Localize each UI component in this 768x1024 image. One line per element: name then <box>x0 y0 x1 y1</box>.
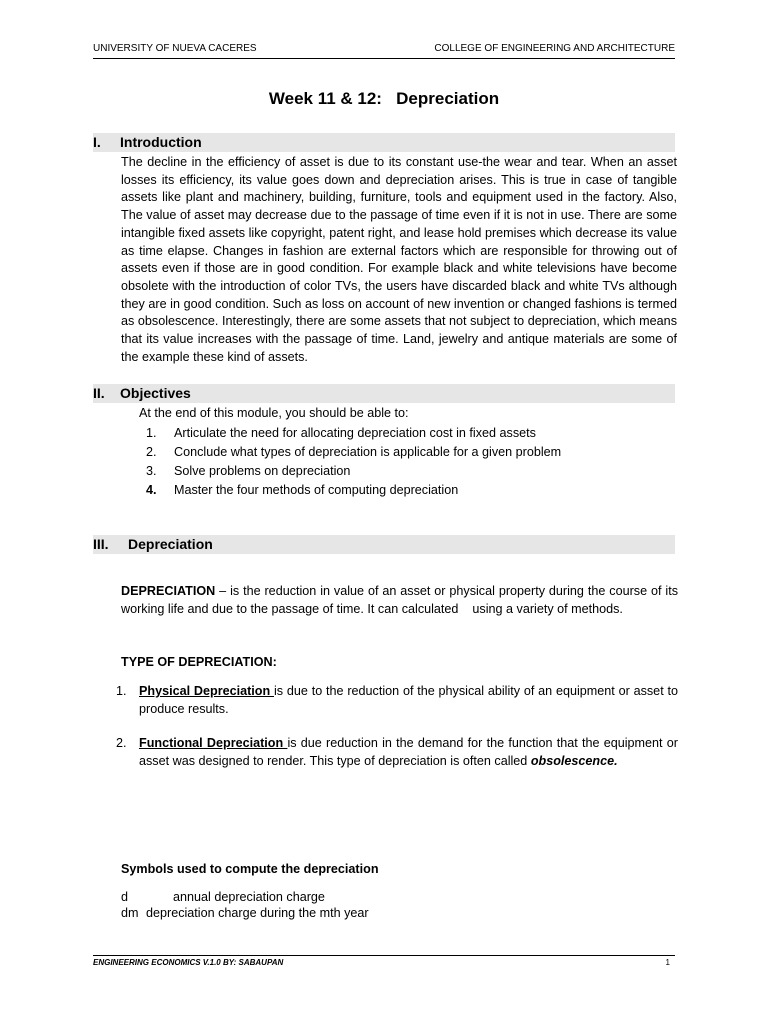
objectives-lead: At the end of this module, you should be able to: <box>139 406 409 420</box>
header-university: UNIVERSITY OF NUEVA CACERES <box>93 43 257 54</box>
footer-credit: ENGINEERING ECONOMICS V.1.0 BY: SABAUPAN <box>93 958 284 967</box>
objectives-list <box>146 424 561 500</box>
symbol-description: annual depreciation charge <box>173 890 325 904</box>
symbol-row <box>121 890 325 904</box>
page-title: Week 11 & 12: Depreciation <box>268 89 500 108</box>
type-term: Physical Depreciation <box>139 684 274 698</box>
header-divider <box>93 58 675 59</box>
introduction-paragraph: The decline in the efficiency of asset is due to its constant use-the wear and tear. When an asset losses its efficiency, its value goes down and depreciation arises. This is true in case of tangible assets like plant and machinery, building, furniture, tools and equipment used in the factory. Also, The value of asset may decrease due to the passage of time even if it is not in use. There are some intangible fixed assets like copyright, patent right, and lease hold premises which decrease its value as time elapse. Changes in fashion are external factors which are responsible for throwing out of assets even if those are in good condition. For example black and white televisions have become obsolete with the introduction of color TVs, the users have discarded black and white TVs although they are in good condition. Such as loss on account of new invention or changed fashions is termed as obsolescence. Interestingly, there are some assets that not subject to depreciation, which means that its value increases with the passage of time. Land, jewelry and antique materials are some of the example these kind of assets. <box>121 155 677 364</box>
emphasis-term: obsolescence. <box>530 754 618 768</box>
type-term: Functional Depreciation <box>139 736 288 750</box>
section-introduction <box>93 133 675 152</box>
symbol: dm <box>121 906 139 920</box>
section-label: Introduction <box>120 134 202 150</box>
section-label: Objectives <box>120 385 191 401</box>
list-item: 1. Articulate the need for allocating depreciation cost in fixed assets <box>146 426 536 440</box>
section-number: II. <box>93 385 105 401</box>
list-item: 2. Conclude what types of depreciation is applicable for a given problem <box>146 445 562 459</box>
section-depreciation <box>93 535 675 554</box>
symbols-heading: Symbols used to compute the depreciation <box>121 862 379 876</box>
section-objectives <box>93 384 675 403</box>
section-number: III. <box>93 536 109 552</box>
symbol-description: depreciation charge during the mth year <box>146 906 369 920</box>
types-heading: TYPE OF DEPRECIATION: <box>121 655 277 669</box>
section-label: Depreciation <box>128 536 213 552</box>
depreciation-definition <box>121 582 682 618</box>
definition-term: DEPRECIATION <box>121 584 216 598</box>
page-number: 1 <box>665 958 670 967</box>
footer-divider <box>93 955 675 956</box>
list-item: 3. Solve problems on depreciation <box>146 464 351 478</box>
page-header <box>93 43 675 54</box>
header-college: COLLEGE OF ENGINEERING AND ARCHITECTURE <box>434 43 675 54</box>
definition-text: – is the reduction in value of an asset or physical property during the course of its working life and due to the passage of time. It can calculated using a variety of methods. <box>121 584 682 616</box>
symbol: d <box>121 890 129 904</box>
section-number: I. <box>93 134 101 150</box>
page-footer <box>93 958 670 967</box>
list-item: 1. Physical Depreciation is due to the reduction of the physical ability of an equipment or asset to produce results. <box>116 684 678 716</box>
symbol-row <box>121 906 369 920</box>
list-item: 2. Functional Depreciation is due reduction in the demand for the function that the equipment or asset was designed to render. This type of depreciation is often called obsolescence. <box>116 736 678 768</box>
list-item: 4. Master the four methods of computing depreciation <box>146 483 459 497</box>
